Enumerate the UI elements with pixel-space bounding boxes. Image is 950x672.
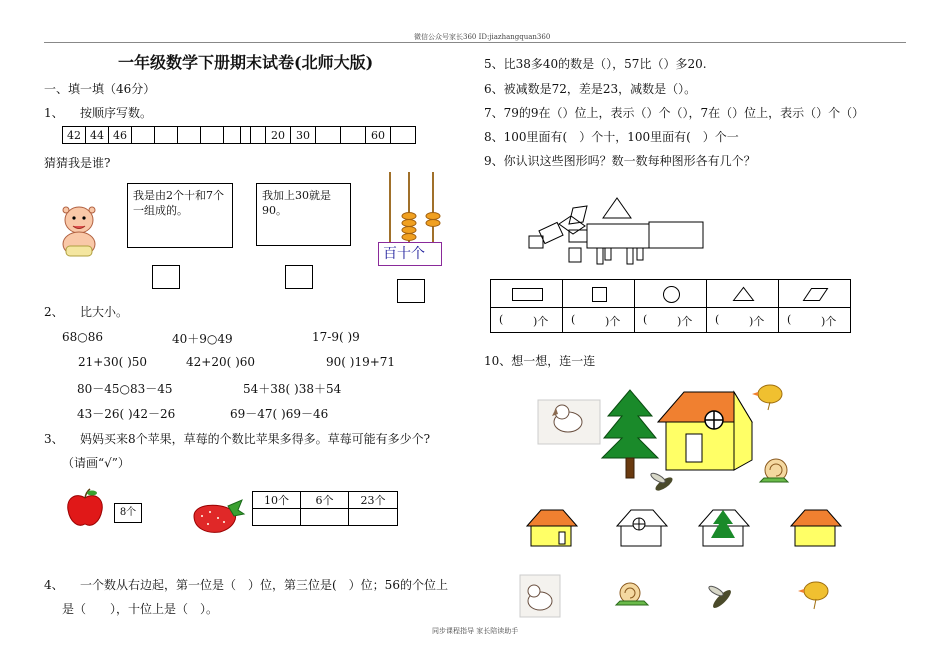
parallelogram-shape bbox=[804, 289, 828, 301]
strawberry-option-label: 23个 bbox=[348, 491, 398, 509]
strawberry-option-checkbox[interactable] bbox=[300, 508, 349, 526]
circle-shape bbox=[664, 287, 680, 303]
triangle-icon bbox=[707, 280, 780, 309]
q2-label: 2、 bbox=[44, 305, 64, 319]
baby-illustration bbox=[54, 202, 104, 258]
q2-item: 54＋38( )38＋54 bbox=[243, 382, 342, 396]
q2-item: 69－47( )69－46 bbox=[230, 407, 329, 421]
circle-icon bbox=[635, 280, 708, 309]
section-heading: 一、填一填（46分） bbox=[44, 82, 156, 96]
answer-open-bracket: ( bbox=[643, 313, 648, 326]
q2-item: 43－26( )42－26 bbox=[77, 407, 176, 421]
shape-count-answer-cell[interactable] bbox=[634, 307, 707, 333]
q3-label: 3、 bbox=[44, 432, 64, 446]
q2-item: 21+30( )50 bbox=[78, 355, 148, 369]
footer-text: 同步课程指导 家长陪读助手 bbox=[432, 627, 519, 635]
q4-line1: 一个数从右边起，第一位是（ ）位，第三位是( ）位；56的个位上 bbox=[80, 578, 448, 592]
q2-instruction: 比大小。 bbox=[80, 305, 129, 319]
sequence-number-cell: 30 bbox=[290, 126, 316, 144]
q2-item: 90( )19+71 bbox=[326, 355, 396, 369]
riddle-answer-box-2[interactable] bbox=[285, 265, 313, 289]
header-watermark: 微信公众号家长360 ID:jiazhangquan360 bbox=[414, 33, 551, 41]
q10-text: 10、想一想，连一连 bbox=[484, 354, 596, 368]
answer-close-bracket: )个 bbox=[677, 315, 693, 328]
sequence-blank-cell[interactable] bbox=[315, 126, 341, 144]
animal-options-row bbox=[520, 573, 840, 619]
shape-count-answer-cell[interactable] bbox=[562, 307, 635, 333]
shape-count-answer-cell[interactable] bbox=[706, 307, 779, 333]
answer-close-bracket: )个 bbox=[605, 315, 621, 328]
q3-text: 妈妈买来8个苹果，草莓的个数比苹果多得多。草莓可能有多少个? bbox=[80, 432, 431, 446]
q4-line2: 是（ ），十位上是（ ）。 bbox=[62, 602, 219, 616]
house-options-row bbox=[527, 508, 827, 548]
q3-hint: （请画“√”） bbox=[62, 456, 130, 470]
strawberry-option-checkbox[interactable] bbox=[348, 508, 398, 526]
answer-close-bracket: )个 bbox=[749, 315, 765, 328]
sequence-number-cell: 42 bbox=[62, 126, 86, 144]
answer-close-bracket: )个 bbox=[821, 315, 837, 328]
apple-count-box: 8个 bbox=[114, 503, 142, 523]
circle-shape-cell bbox=[634, 279, 707, 308]
answer-close-bracket: )个 bbox=[533, 315, 549, 328]
q2-item: 68○86 bbox=[62, 330, 104, 344]
shapes-figure bbox=[525, 192, 705, 267]
shape-count-answer-cell[interactable] bbox=[490, 307, 563, 333]
apple-icon bbox=[66, 488, 104, 528]
sequence-number-cell: 46 bbox=[108, 126, 132, 144]
sequence-blank-cell[interactable] bbox=[131, 126, 155, 144]
sequence-blank-cell[interactable] bbox=[154, 126, 178, 144]
guess-prompt: 猜猜我是谁? bbox=[44, 156, 111, 170]
strawberry-icon bbox=[188, 496, 244, 536]
sequence-blank-cell[interactable] bbox=[177, 126, 201, 144]
answer-open-bracket: ( bbox=[499, 313, 504, 326]
answer-open-bracket: ( bbox=[571, 313, 576, 326]
answer-open-bracket: ( bbox=[787, 313, 792, 326]
riddle-card-2: 我加上30就是90。 bbox=[256, 183, 351, 246]
sequence-blank-cell[interactable] bbox=[200, 126, 224, 144]
answer-open-bracket: ( bbox=[715, 313, 720, 326]
page-title: 一年级数学下册期末试卷(北师大版) bbox=[118, 53, 374, 72]
sequence-number-cell: 44 bbox=[85, 126, 109, 144]
q7-text: 7、79的9在（）位上，表示（）个（），7在（）位上，表示（）个（） bbox=[484, 106, 865, 120]
square-shape-cell bbox=[562, 279, 635, 308]
q1-instruction: 按顺序写数。 bbox=[80, 106, 153, 120]
q9-text: 9、你认识这些图形吗？数一数每种图形各有几个？ bbox=[484, 154, 756, 168]
q5-text: 5、比38多40的数是（），57比（）多20. bbox=[484, 57, 707, 71]
sequence-blank-cell[interactable] bbox=[340, 126, 366, 144]
triangle-shape bbox=[734, 288, 754, 301]
rectangle-shape bbox=[513, 289, 543, 301]
q2-item: 80－45○83－45 bbox=[77, 382, 173, 396]
sequence-number-cell: 20 bbox=[265, 126, 291, 144]
abacus-label: 百十个 bbox=[378, 242, 442, 266]
square-shape bbox=[593, 288, 607, 302]
q2-item: 42+20( )60 bbox=[186, 355, 256, 369]
parallelogram-shape-cell bbox=[778, 279, 851, 308]
q8-text: 8、100里面有( ）个十，100里面有( ）个一 bbox=[484, 130, 739, 144]
riddle-card-1: 我是由2个十和7个一组成的。 bbox=[127, 183, 233, 248]
shape-count-answer-cell[interactable] bbox=[778, 307, 851, 333]
abacus-illustration bbox=[385, 172, 445, 242]
scene-illustration bbox=[538, 382, 790, 500]
strawberry-option-checkbox[interactable] bbox=[252, 508, 301, 526]
square-icon bbox=[563, 280, 636, 309]
riddle-answer-box-3[interactable] bbox=[397, 279, 425, 303]
sequence-number-cell: 60 bbox=[365, 126, 391, 144]
rectangle-shape-cell bbox=[490, 279, 563, 308]
header-rule bbox=[44, 42, 906, 43]
strawberry-option-label: 6个 bbox=[300, 491, 349, 509]
q2-item: 17-9( )9 bbox=[312, 330, 360, 344]
q6-text: 6、被减数是72，差是23，减数是（）。 bbox=[484, 82, 697, 96]
strawberry-option-label: 10个 bbox=[252, 491, 301, 509]
q1-label: 1、 bbox=[44, 106, 64, 120]
parallelogram-icon bbox=[779, 280, 852, 309]
triangle-shape-cell bbox=[706, 279, 779, 308]
q4-label: 4、 bbox=[44, 578, 64, 592]
q2-item: 40＋9○49 bbox=[172, 332, 233, 346]
rectangle-icon bbox=[491, 280, 564, 309]
riddle-answer-box-1[interactable] bbox=[152, 265, 180, 289]
sequence-blank-cell[interactable] bbox=[390, 126, 416, 144]
sequence-blank-cell[interactable] bbox=[240, 126, 266, 144]
